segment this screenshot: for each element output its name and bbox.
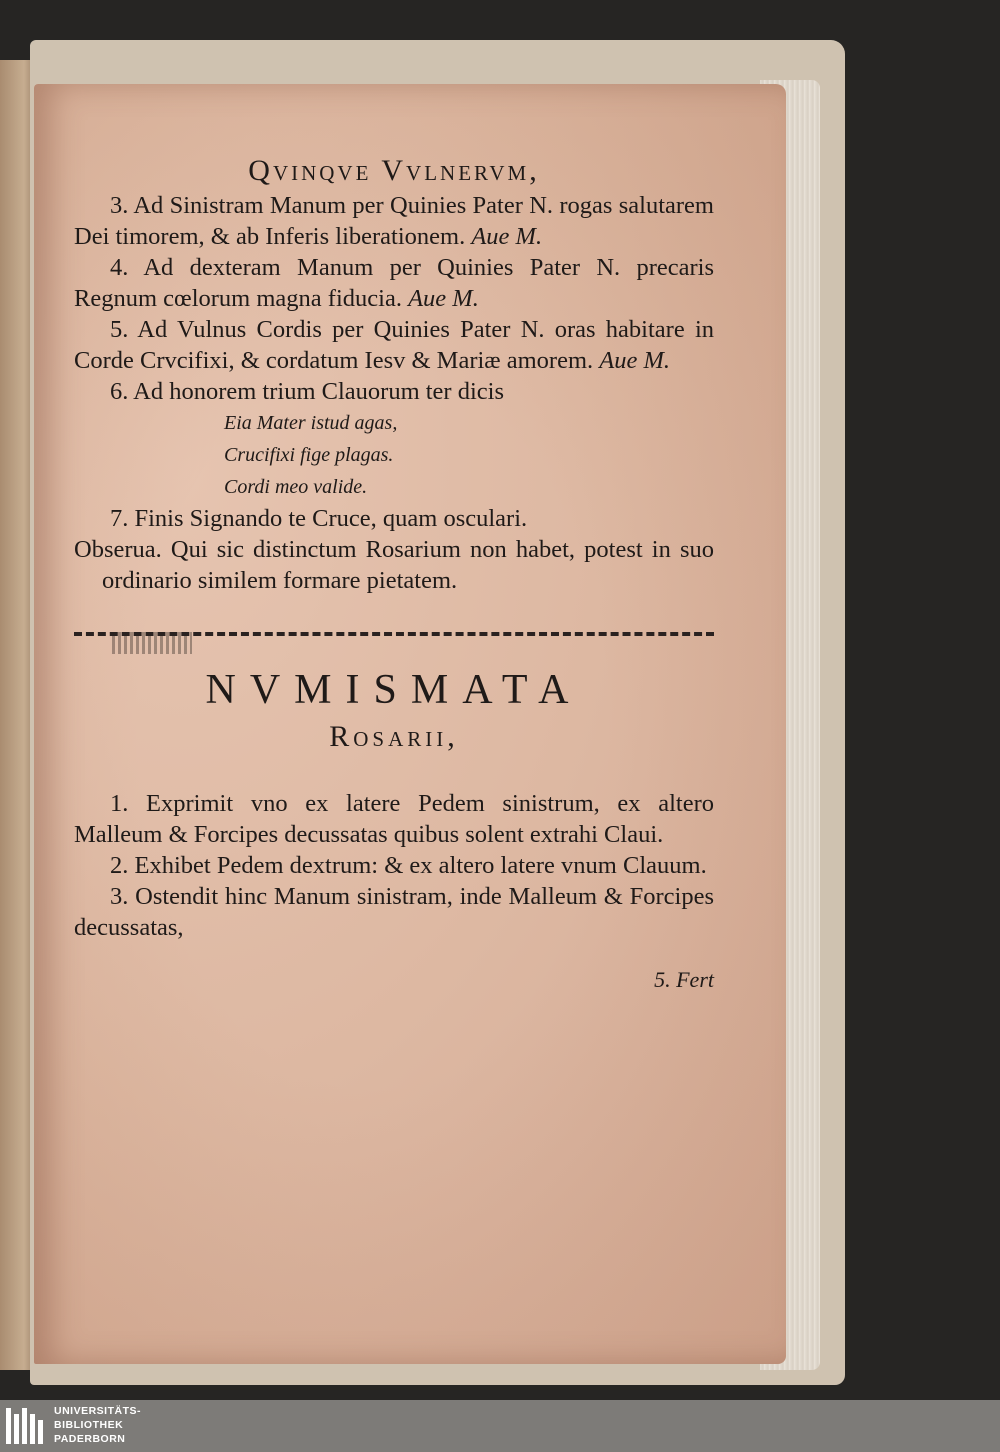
section-divider [74,632,714,636]
paragraph-item-3 [74,190,714,252]
page-text [74,154,714,993]
paragraph-tail: Aue M. [599,347,671,374]
library-name-line: PADERBORN [54,1433,126,1445]
library-logo-icon [4,1404,46,1448]
numisma-item-2: 2. Exhibet Pedem dextrum: & ex altero latere vnum Clauum. [110,852,707,879]
paragraph-tail: Aue M. [471,223,543,250]
numisma-item-1: 1. Exprimit vno ex latere Pedem sinistrum, ex altero Malleum & Forcipes decussatas quibus solent extrahi Claui. [74,790,714,848]
library-name-line: UNIVERSITÄTS- [54,1405,142,1417]
verse-line: Eia Mater istud agas, [224,412,398,434]
catchword: 5. Fert [654,967,714,992]
footer-bar [0,1400,1000,1452]
library-name [54,1404,141,1446]
paragraph-text: 4. Ad dexteram Manum per Quinies Pater N. precaris Regnum cœlorum magna fiducia. [74,254,714,312]
paragraph-item-6 [74,376,714,407]
section-subtitle: Rosarii, [329,720,459,753]
section-title: NVMISMATA [205,667,583,713]
book-page [34,84,786,1364]
verse-line: Crucifixi fige plagas. [224,444,394,466]
numisma-item-3: 3. Ostendit hinc Manum sinistram, inde Malleum & Forcipes decussatas, [74,883,714,941]
paragraph-item-5 [74,314,714,376]
paragraph-text: 3. Ad Sinistram Manum per Quinies Pater N. rogas salutarem Dei timorem, & ab Inferis liberationem. [74,192,714,250]
running-head: Qvinqve Vvlnervm, [248,154,540,187]
library-name-line: BIBLIOTHEK [54,1419,124,1431]
paragraph-text: 5. Ad Vulnus Cordis per Quinies Pater N. oras habitare in Corde Crvcifixi, & cordatum Iesv & Mariæ amorem. [74,316,714,374]
paragraph-text: 6. Ad honorem trium Clauorum ter dicis [110,378,504,405]
observa-note: Obserua. Qui sic distinctum Rosarium non habet, potest in suo ordinario similem formare pietatem. [74,536,714,594]
verse-line: Cordi meo valide. [224,476,368,498]
paragraph-item-7: 7. Finis Signando te Cruce, quam osculari. [110,505,528,532]
paragraph-tail: Aue M. [408,285,479,312]
paragraph-item-4 [74,252,714,314]
